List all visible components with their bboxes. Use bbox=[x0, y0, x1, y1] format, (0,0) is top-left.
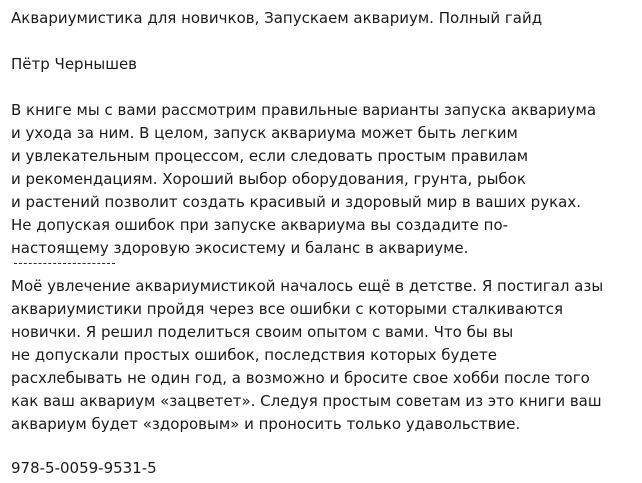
author-name: Пётр Чернышев bbox=[11, 55, 138, 73]
author-note-line: как ваш аквариум «зацветет». Следуя простым советам из это книги ваш bbox=[11, 392, 602, 410]
description-line: и увлекательным процессом, если следовать простым правилам bbox=[11, 147, 529, 165]
author-note-line: расхлебывать не один год, а возможно и бросите свое хобби после того bbox=[11, 369, 590, 387]
book-title: Аквариумистика для новичков, Запускаем аквариум. Полный гайд bbox=[11, 9, 543, 27]
description-line: и растений позволит создать красивый и здоровый мир в ваших руках. bbox=[11, 193, 581, 211]
author-note-line: аквариум будет «здоровым» и проносить только удавольствие. bbox=[11, 415, 521, 433]
author-note-line: не допускали простых ошибок, последствия которых будете bbox=[11, 346, 497, 364]
description-line: настоящему здоровую экосистему и баланс в аквариуме. bbox=[11, 239, 469, 257]
description-line: В книге мы с вами рассмотрим правильные варианты запуска аквариума bbox=[11, 101, 597, 119]
section-separator bbox=[14, 263, 115, 264]
description-line: Не допуская ошибок при запуске аквариума вы создадите по- bbox=[11, 216, 509, 234]
isbn: 978-5-0059-9531-5 bbox=[11, 459, 157, 477]
description-line: и рекомендациям. Хороший выбор оборудования, грунта, рыбок bbox=[11, 170, 526, 188]
author-note-line: новички. Я решил поделиться своим опытом с вами. Что бы вы bbox=[11, 323, 514, 341]
author-note-line: аквариумистики пройдя через все ошибки с которыми сталкиваются bbox=[11, 300, 563, 318]
description-line: и ухода за ним. В целом, запуск аквариума может быть легким bbox=[11, 124, 518, 142]
author-note-line: Моё увлечение аквариумистикой началось ещё в детстве. Я постигал азы bbox=[11, 277, 604, 295]
